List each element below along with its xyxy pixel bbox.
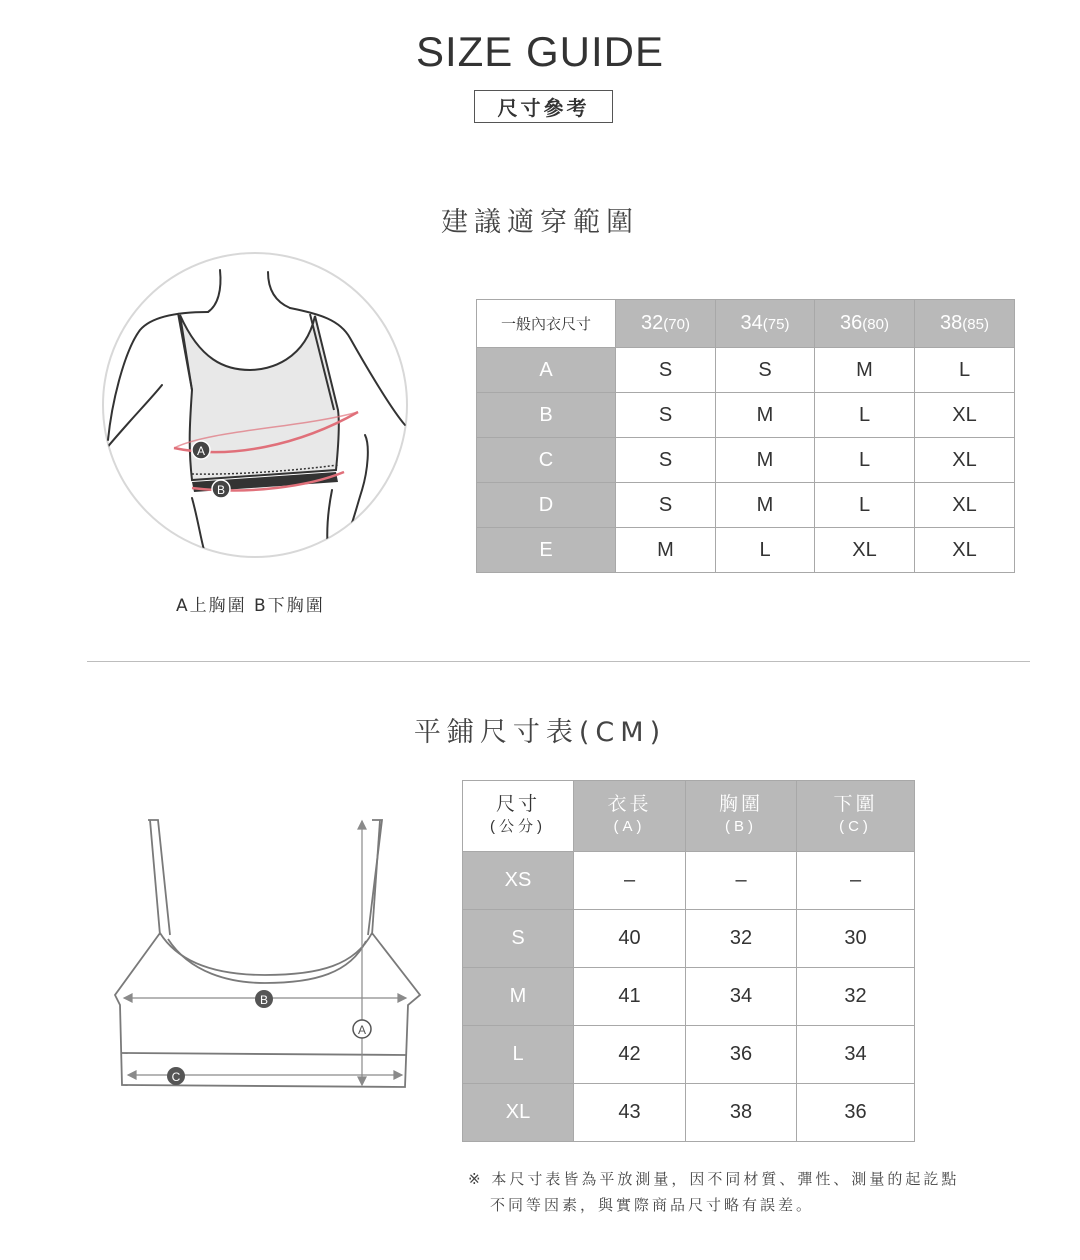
marker-c-label: C bbox=[171, 1070, 181, 1084]
arrow-left-icon bbox=[124, 994, 132, 1002]
table-cell: 38 bbox=[686, 1084, 797, 1142]
table-row bbox=[463, 910, 915, 968]
table-row bbox=[477, 393, 1015, 438]
table-cell: L bbox=[815, 393, 915, 438]
row-label: XS bbox=[463, 852, 574, 910]
garment-flat-illustration bbox=[110, 815, 430, 1095]
row-label: XL bbox=[463, 1084, 574, 1142]
garment-body-outline bbox=[115, 933, 420, 1087]
row-label: C bbox=[477, 438, 616, 483]
table-cell: L bbox=[815, 483, 915, 528]
fit-table-header-row bbox=[477, 300, 1015, 348]
table-row bbox=[463, 968, 915, 1026]
col-sub: (B) bbox=[725, 818, 757, 835]
marker-b-label: B bbox=[259, 993, 269, 1007]
hem-band-line bbox=[122, 1053, 406, 1055]
col-main: 36 bbox=[840, 312, 863, 334]
table-cell: 34 bbox=[797, 1026, 915, 1084]
table-row bbox=[477, 438, 1015, 483]
row-label: E bbox=[477, 528, 616, 573]
table-cell: XL bbox=[915, 483, 1015, 528]
table-cell: 42 bbox=[574, 1026, 686, 1084]
fit-table-col-36 bbox=[815, 300, 915, 348]
col-sub: (公分) bbox=[490, 818, 546, 835]
flat-table-col-length bbox=[574, 781, 686, 852]
col-sub: (70) bbox=[663, 316, 690, 333]
table-cell: M bbox=[616, 528, 716, 573]
right-strap-outline bbox=[368, 820, 382, 935]
fit-table-col-34 bbox=[716, 300, 815, 348]
table-cell: 36 bbox=[686, 1026, 797, 1084]
col-sub: (C) bbox=[839, 818, 872, 835]
table-cell: M bbox=[716, 393, 815, 438]
body-measurement-illustration bbox=[100, 250, 412, 562]
table-cell: M bbox=[716, 483, 815, 528]
row-label: M bbox=[463, 968, 574, 1026]
measurement-caption: A上胸圍 B下胸圍 bbox=[176, 596, 325, 616]
col-main: 尺寸 bbox=[495, 794, 540, 815]
col-sub: (A) bbox=[613, 818, 646, 835]
table-cell: XL bbox=[815, 528, 915, 573]
marker-a-icon bbox=[192, 441, 210, 459]
table-row bbox=[463, 1026, 915, 1084]
measurement-note-line-1: ※ 本尺寸表皆為平放測量，因不同材質、彈性、測量的起訖點 bbox=[468, 1170, 960, 1188]
table-cell: L bbox=[915, 348, 1015, 393]
marker-c-icon bbox=[167, 1067, 185, 1085]
table-cell: – bbox=[797, 852, 915, 910]
table-cell: S bbox=[616, 438, 716, 483]
table-cell: 34 bbox=[686, 968, 797, 1026]
table-cell: 30 bbox=[797, 910, 915, 968]
col-sub: (85) bbox=[962, 316, 989, 333]
table-cell: – bbox=[574, 852, 686, 910]
row-label: S bbox=[463, 910, 574, 968]
table-cell: 36 bbox=[797, 1084, 915, 1142]
arrow-right-icon bbox=[394, 1071, 402, 1079]
table-cell: M bbox=[815, 348, 915, 393]
marker-b-label: B bbox=[216, 483, 226, 497]
table-cell: S bbox=[616, 393, 716, 438]
flat-size-table bbox=[462, 780, 915, 1142]
table-cell: M bbox=[716, 438, 815, 483]
marker-b-icon bbox=[212, 480, 230, 498]
arrow-down-icon bbox=[358, 1077, 366, 1085]
table-cell: S bbox=[616, 483, 716, 528]
page-title: SIZE GUIDE bbox=[415, 28, 665, 75]
table-cell: S bbox=[716, 348, 815, 393]
section-divider bbox=[87, 661, 1030, 662]
fit-table-col-38 bbox=[915, 300, 1015, 348]
table-cell: – bbox=[686, 852, 797, 910]
marker-b-icon bbox=[255, 990, 273, 1008]
marker-a-label: A bbox=[357, 1023, 367, 1037]
marker-a-label: A bbox=[196, 444, 206, 458]
table-cell: XL bbox=[915, 528, 1015, 573]
flat-table-col-hem bbox=[797, 781, 915, 852]
table-cell: XL bbox=[915, 393, 1015, 438]
table-cell: L bbox=[815, 438, 915, 483]
table-cell: 32 bbox=[797, 968, 915, 1026]
flat-table-corner bbox=[463, 781, 574, 852]
right-strap-inner bbox=[372, 820, 380, 935]
neckline-inner bbox=[168, 939, 366, 983]
fit-range-table bbox=[476, 299, 1015, 573]
page-subtitle: 尺寸參考 bbox=[474, 90, 613, 123]
left-strap-inner bbox=[150, 820, 160, 935]
table-row bbox=[477, 528, 1015, 573]
measurement-note-line-2: 不同等因素，與實際商品尺寸略有誤差。 bbox=[490, 1196, 815, 1214]
col-sub: (80) bbox=[862, 316, 889, 333]
row-label: A bbox=[477, 348, 616, 393]
table-cell: XL bbox=[915, 438, 1015, 483]
row-label: D bbox=[477, 483, 616, 528]
table-cell: 40 bbox=[574, 910, 686, 968]
fit-range-heading: 建議適穿範圍 bbox=[441, 207, 639, 238]
arrow-left-icon bbox=[128, 1071, 136, 1079]
table-row bbox=[477, 483, 1015, 528]
col-main: 衣長 bbox=[607, 794, 652, 815]
col-main: 38 bbox=[940, 312, 963, 334]
table-row bbox=[477, 348, 1015, 393]
flat-table-header-row bbox=[463, 781, 915, 852]
row-label: L bbox=[463, 1026, 574, 1084]
col-main: 34 bbox=[740, 312, 763, 334]
row-label: B bbox=[477, 393, 616, 438]
marker-a-icon bbox=[353, 1020, 371, 1038]
arrow-right-icon bbox=[398, 994, 406, 1002]
col-main: 32 bbox=[641, 312, 664, 334]
table-cell: L bbox=[716, 528, 815, 573]
table-row bbox=[463, 852, 915, 910]
col-main: 下圍 bbox=[833, 794, 878, 815]
fit-table-corner: 一般內衣尺寸 bbox=[477, 300, 616, 348]
fit-table-col-32 bbox=[616, 300, 716, 348]
table-row bbox=[463, 1084, 915, 1142]
col-main: 胸圍 bbox=[718, 794, 763, 815]
arrow-up-icon bbox=[358, 821, 366, 829]
table-cell: 41 bbox=[574, 968, 686, 1026]
flat-size-heading: 平鋪尺寸表(CM) bbox=[413, 717, 667, 748]
table-cell: 32 bbox=[686, 910, 797, 968]
table-cell: S bbox=[616, 348, 716, 393]
flat-table-col-bust bbox=[686, 781, 797, 852]
table-cell: 43 bbox=[574, 1084, 686, 1142]
col-sub: (75) bbox=[762, 316, 790, 333]
